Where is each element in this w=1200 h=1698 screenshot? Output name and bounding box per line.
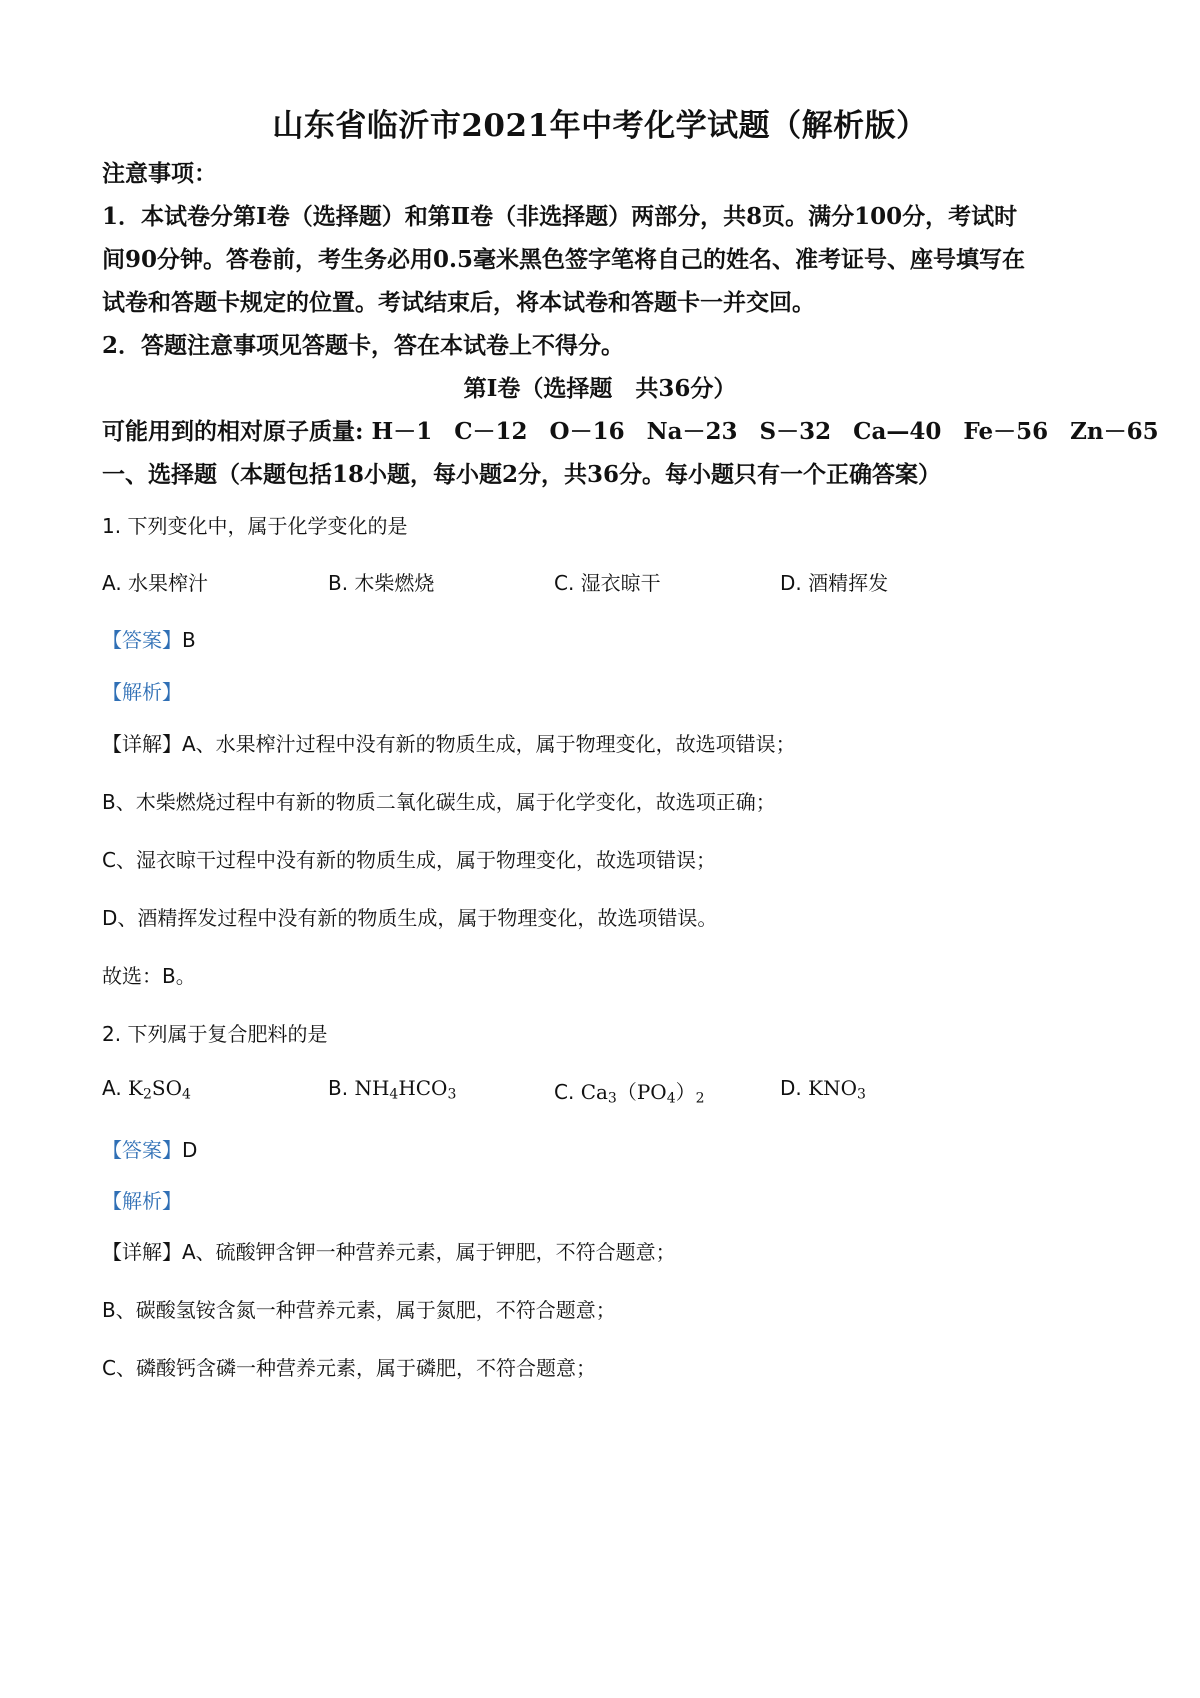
notice-heading: 注意事项：	[102, 160, 217, 187]
atomic-masses-label: 可能用到的相对原子质量:	[102, 418, 364, 445]
question-2-analysis-label: 【解析】	[102, 1189, 182, 1213]
formula-part: K	[128, 1076, 143, 1100]
notice-line-4: 2．答题注意事项见答题卡，答在本试卷上不得分。	[102, 332, 625, 359]
question-1-stem: 1. 下列变化中，属于化学变化的是	[102, 514, 408, 538]
formula	[128, 1076, 191, 1103]
formula-part: HCO	[398, 1076, 448, 1100]
formula-part: （PO	[616, 1080, 667, 1104]
formula-part: Ca	[580, 1080, 608, 1104]
question-1-analysis-label: 【解析】	[102, 680, 182, 704]
question-2-detail-a	[102, 1236, 676, 1265]
formula-subscript: 4	[666, 1090, 676, 1107]
option-prefix: B.	[328, 1076, 355, 1100]
atomic-mass-item: O－16	[549, 418, 625, 445]
atomic-mass-item: Fe－56	[963, 418, 1049, 445]
formula-subscript: 2	[143, 1086, 152, 1103]
question-2-detail-c: C、磷酸钙含磷一种营养元素，属于磷肥，不符合题意；	[102, 1356, 596, 1380]
formula-part: NH	[354, 1076, 390, 1100]
question-1-answer	[102, 624, 196, 653]
atomic-mass-item: S－32	[759, 418, 832, 445]
option-prefix: A.	[102, 1076, 129, 1100]
notice-line-1: 1．本试卷分第Ⅰ卷（选择题）和第Ⅱ卷（非选择题）两部分，共8页。满分100分，考试时	[102, 203, 1018, 230]
atomic-mass-item: Na－23	[646, 418, 738, 445]
question-1-conclusion: 故选：B。	[102, 964, 196, 988]
answer-value: B	[182, 628, 196, 652]
formula	[580, 1080, 705, 1107]
formula-subscript: 3	[856, 1086, 866, 1103]
atomic-mass-item: H－1	[371, 418, 433, 445]
formula-subscript: 3	[607, 1090, 617, 1107]
option-prefix: D.	[780, 1076, 809, 1100]
detail-text: A、硫酸钾含钾一种营养元素，属于钾肥，不符合题意；	[182, 1240, 676, 1264]
page-title: 山东省临沂市2021年中考化学试题（解析版）	[272, 108, 928, 144]
formula-subscript: 3	[447, 1086, 457, 1103]
question-1-detail-d: D、酒精挥发过程中没有新的物质生成，属于物理变化，故选项错误。	[102, 906, 718, 930]
detail-label: 【详解】	[102, 732, 182, 756]
answer-value: D	[182, 1138, 198, 1162]
formula-part: KNO	[808, 1076, 857, 1100]
question-1-detail-b: B、木柴燃烧过程中有新的物质二氧化碳生成，属于化学变化，故选项正确；	[102, 790, 776, 814]
option-prefix: C.	[554, 1080, 581, 1104]
question-1-detail-a	[102, 728, 796, 757]
notice-line-3: 试卷和答题卡规定的位置。考试结束后，将本试卷和答题卡一并交回。	[102, 289, 815, 316]
question-1-option-c: C. 湿衣晾干	[554, 571, 661, 595]
answer-label: 【答案】	[102, 628, 182, 652]
question-2-option-c	[554, 1076, 705, 1107]
question-2-detail-b: B、碳酸氢铵含氮一种营养元素，属于氮肥，不符合题意；	[102, 1298, 616, 1322]
detail-label: 【详解】	[102, 1240, 182, 1264]
formula-subscript: 4	[182, 1086, 191, 1103]
question-2-option-d	[780, 1076, 866, 1103]
section-title: 第Ⅰ卷（选择题 共36分）	[463, 375, 737, 402]
question-1-option-d: D. 酒精挥发	[780, 571, 889, 595]
question-2-answer	[102, 1134, 197, 1163]
atomic-masses	[102, 413, 1159, 446]
question-2-option-b	[328, 1076, 456, 1103]
formula-subscript: 4	[389, 1086, 399, 1103]
question-2-option-a	[102, 1076, 191, 1103]
atomic-mass-item: Zn－65	[1070, 418, 1159, 445]
detail-text: A、水果榨汁过程中没有新的物质生成，属于物理变化，故选项错误；	[182, 732, 796, 756]
question-1-detail-c: C、湿衣晾干过程中没有新的物质生成，属于物理变化，故选项错误；	[102, 848, 716, 872]
atomic-mass-item: C－12	[454, 418, 528, 445]
notice-line-2: 间90分钟。答卷前，考生务必用0.5毫米黑色签字笔将自己的姓名、准考证号、座号填写在	[102, 246, 1026, 273]
atomic-mass-item: Ca—40	[853, 418, 942, 445]
question-2-stem: 2. 下列属于复合肥料的是	[102, 1022, 328, 1046]
formula-part: SO	[151, 1076, 183, 1100]
question-1-option-a: A. 水果榨汁	[102, 571, 209, 595]
formula-part: ）	[675, 1080, 696, 1104]
part-heading: 一、选择题（本题包括18小题，每小题2分，共36分。每小题只有一个正确答案）	[102, 461, 942, 488]
formula-subscript: 2	[695, 1090, 705, 1107]
formula	[808, 1076, 866, 1103]
answer-label: 【答案】	[102, 1138, 182, 1162]
formula	[354, 1076, 457, 1103]
question-1-option-b: B. 木柴燃烧	[328, 571, 435, 595]
